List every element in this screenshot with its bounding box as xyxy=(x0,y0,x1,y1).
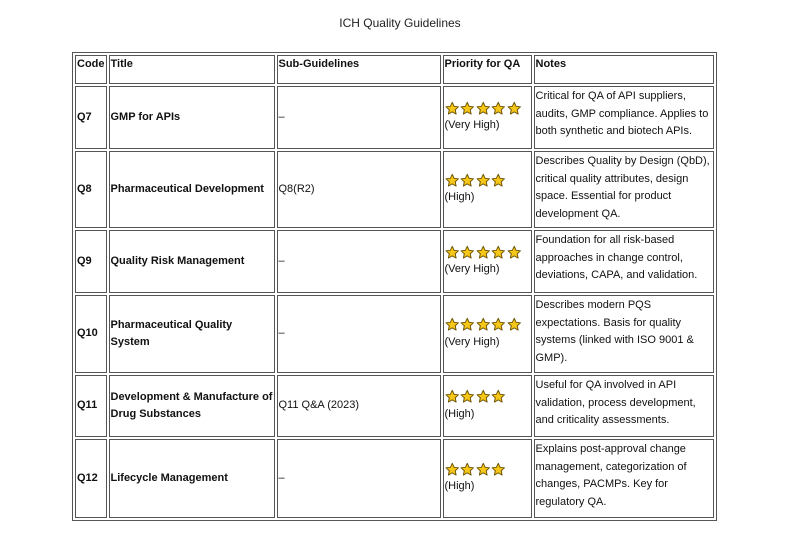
sub-guidelines: – xyxy=(277,439,441,518)
header-code: Code xyxy=(75,55,107,84)
star-icon xyxy=(491,389,506,404)
priority-stars xyxy=(445,244,530,261)
header-title: Title xyxy=(109,55,275,84)
priority-cell xyxy=(443,295,532,373)
sub-guidelines: – xyxy=(277,295,441,373)
notes-cell: Describes Quality by Design (QbD), critical quality attributes, design space. Essential for product development QA. xyxy=(534,151,714,228)
priority-stars xyxy=(445,172,530,189)
priority-label: (High) xyxy=(444,480,475,493)
star-icon xyxy=(476,245,491,260)
sub-guidelines: Q11 Q&A (2023) xyxy=(277,375,441,437)
star-icon xyxy=(491,101,506,116)
star-icon xyxy=(460,173,475,188)
star-icon xyxy=(491,173,506,188)
star-icon xyxy=(507,317,522,332)
notes-cell: Describes modern PQS expectations. Basis for quality systems (linked with ISO 9001 & GMP). xyxy=(534,295,714,373)
table-row xyxy=(75,86,714,149)
star-icon xyxy=(445,101,460,116)
priority-cell xyxy=(443,375,532,437)
star-icon xyxy=(445,462,460,477)
guideline-code: Q12 xyxy=(75,439,107,518)
priority-label: (High) xyxy=(444,407,475,420)
star-icon xyxy=(460,462,475,477)
priority-stars xyxy=(445,317,530,334)
star-icon xyxy=(445,317,460,332)
star-icon xyxy=(476,389,491,404)
priority-stars xyxy=(445,389,530,406)
table-row xyxy=(75,295,714,373)
sub-guidelines: – xyxy=(277,230,441,293)
priority-label: (Very High) xyxy=(444,119,500,132)
sub-guidelines: Q8(R2) xyxy=(277,151,441,228)
table-row xyxy=(75,439,714,518)
guideline-title: Development & Manufacture of Drug Substances xyxy=(109,375,275,437)
priority-label: (Very High) xyxy=(444,335,500,348)
table-row xyxy=(75,375,714,437)
guideline-title: Pharmaceutical Development xyxy=(109,151,275,228)
priority-cell xyxy=(443,86,532,149)
star-icon xyxy=(491,462,506,477)
sub-guidelines: – xyxy=(277,86,441,149)
header-row xyxy=(75,55,714,84)
header-notes: Notes xyxy=(534,55,714,84)
priority-cell xyxy=(443,151,532,228)
star-icon xyxy=(460,317,475,332)
guideline-code: Q7 xyxy=(75,86,107,149)
header-priority: Priority for QA xyxy=(443,55,532,84)
star-icon xyxy=(476,173,491,188)
guideline-title: Lifecycle Management xyxy=(109,439,275,518)
priority-stars xyxy=(445,461,530,478)
star-icon xyxy=(460,101,475,116)
guideline-code: Q10 xyxy=(75,295,107,373)
guideline-title: Quality Risk Management xyxy=(109,230,275,293)
guideline-code: Q8 xyxy=(75,151,107,228)
priority-cell xyxy=(443,230,532,293)
star-icon xyxy=(476,101,491,116)
star-icon xyxy=(460,245,475,260)
guideline-title: Pharmaceutical Quality System xyxy=(109,295,275,373)
star-icon xyxy=(476,317,491,332)
star-icon xyxy=(445,173,460,188)
guideline-code: Q9 xyxy=(75,230,107,293)
page-title: ICH Quality Guidelines xyxy=(339,16,461,30)
table-row xyxy=(75,230,714,293)
guideline-code: Q11 xyxy=(75,375,107,437)
star-icon xyxy=(460,389,475,404)
notes-cell: Explains post-approval change management, categorization of changes, PACMPs. Key for regulatory QA. xyxy=(534,439,714,518)
star-icon xyxy=(507,245,522,260)
notes-cell: Useful for QA involved in API validation, process development, and criticality assessments. xyxy=(534,375,714,437)
star-icon xyxy=(476,462,491,477)
star-icon xyxy=(491,317,506,332)
priority-cell xyxy=(443,439,532,518)
notes-cell: Critical for QA of API suppliers, audits, GMP compliance. Applies to both synthetic and biotech APIs. xyxy=(534,86,714,149)
priority-label: (Very High) xyxy=(444,263,500,276)
priority-label: (High) xyxy=(444,191,475,204)
table-row xyxy=(75,151,714,228)
star-icon xyxy=(445,389,460,404)
guideline-title: GMP for APIs xyxy=(109,86,275,149)
notes-cell: Foundation for all risk-based approaches in change control, deviations, CAPA, and validation. xyxy=(534,230,714,293)
priority-stars xyxy=(445,100,530,117)
star-icon xyxy=(491,245,506,260)
star-icon xyxy=(445,245,460,260)
header-sub-guidelines: Sub-Guidelines xyxy=(277,55,441,84)
star-icon xyxy=(507,101,522,116)
guidelines-table xyxy=(72,52,717,521)
